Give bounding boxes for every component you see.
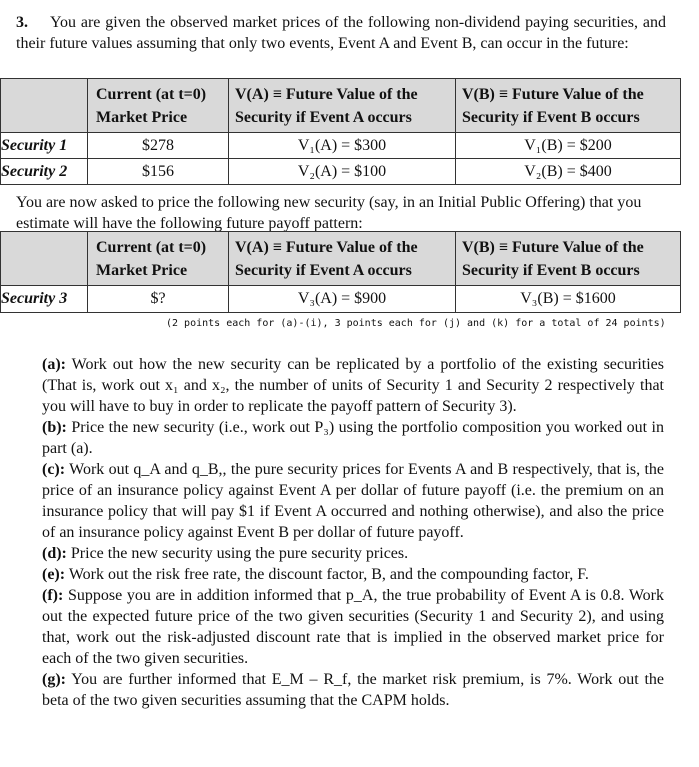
- security-name: Security 2: [1, 159, 88, 185]
- new-security-table: [0, 231, 681, 313]
- header-value-event-a: V(A) ≡ Future Value of the Security if Event A occurs: [229, 232, 456, 286]
- list-item: (c): Work out q_A and q_B,, the pure security prices for Events A and B respectively, that is, the price of an insurance policy against Event A per dollar of future payoff (i.e. the premium on an insurance policy that will pay $1 if Event A occurred and nothing otherwise), and also the price of an insurance policy against Event B per dollar of future payoff.: [42, 461, 664, 541]
- security-name: Security 1: [1, 133, 88, 159]
- table-row: [1, 159, 681, 185]
- list-item: (b): Price the new security (i.e., work out P₃) using the portfolio composition you worked out in part (a).: [42, 419, 664, 457]
- points-note: (2 points each for (a)-(i), 3 points each for (j) and (k) for a total of 24 points): [166, 318, 666, 329]
- value-event-a: V₂(A) = $100: [229, 159, 456, 185]
- table-row: [1, 133, 681, 159]
- header-current-price: Current (at t=0) Market Price: [88, 232, 229, 286]
- header-value-event-a: V(A) ≡ Future Value of the Security if Event A occurs: [229, 79, 456, 133]
- table-row: [1, 286, 681, 313]
- list-item: (g): You are further informed that E_M – R_f, the market risk premium, is 7%. Work out the beta of the two given securities assuming that the CAPM holds.: [42, 671, 665, 709]
- question-number: 3.: [16, 14, 28, 31]
- question-intro: [16, 12, 666, 54]
- list-item: (f): Suppose you are in addition informed that p_A, the true probability of Event A is 0.8. Work out the expected future price of the two given securities (Security 1 and Security 2), and using that, work out the risk-adjusted discount rate that is implied in the observed market price for each of the two given securities.: [42, 587, 665, 667]
- header-current-price: Current (at t=0) Market Price: [88, 79, 229, 133]
- list-item: (a): Work out how the new security can be replicated by a portfolio of the existing securities (That is, work out x₁ and x₂, the number of units of Security 1 and Security 2 respectively that you will have to buy in order to replicate the payoff pattern of Security 3).: [42, 356, 664, 415]
- header-value-event-b: V(B) ≡ Future Value of the Security if Event B occurs: [456, 232, 681, 286]
- list-item: (d): Price the new security using the pure security prices.: [42, 545, 409, 562]
- list-item: (e): Work out the risk free rate, the discount factor, B, and the compounding factor, F.: [42, 566, 589, 583]
- value-event-b: V₁(B) = $200: [456, 133, 681, 159]
- value-event-b: V₃(B) = $1600: [456, 286, 681, 313]
- header-value-event-b: V(B) ≡ Future Value of the Security if Event B occurs: [456, 79, 681, 133]
- security-name: Security 3: [1, 286, 88, 313]
- intro-text: You are given the observed market prices of the following non-dividend paying securities, and their future values assuming that only two events, Event A and Event B, can occur in the future:: [16, 14, 666, 52]
- value-event-a: V₃(A) = $900: [229, 286, 456, 313]
- table-corner: [1, 232, 88, 286]
- table-corner: [1, 79, 88, 133]
- market-price: $156: [88, 159, 229, 185]
- value-event-b: V₂(B) = $400: [456, 159, 681, 185]
- securities-table: [0, 78, 681, 185]
- market-price: $278: [88, 133, 229, 159]
- market-price: $?: [88, 286, 229, 313]
- middle-text: You are now asked to price the following new security (say, in an Initial Public Offering) that you estimate will have the following future payoff pattern:: [16, 194, 642, 232]
- question-parts: [42, 354, 664, 711]
- value-event-a: V₁(A) = $300: [229, 133, 456, 159]
